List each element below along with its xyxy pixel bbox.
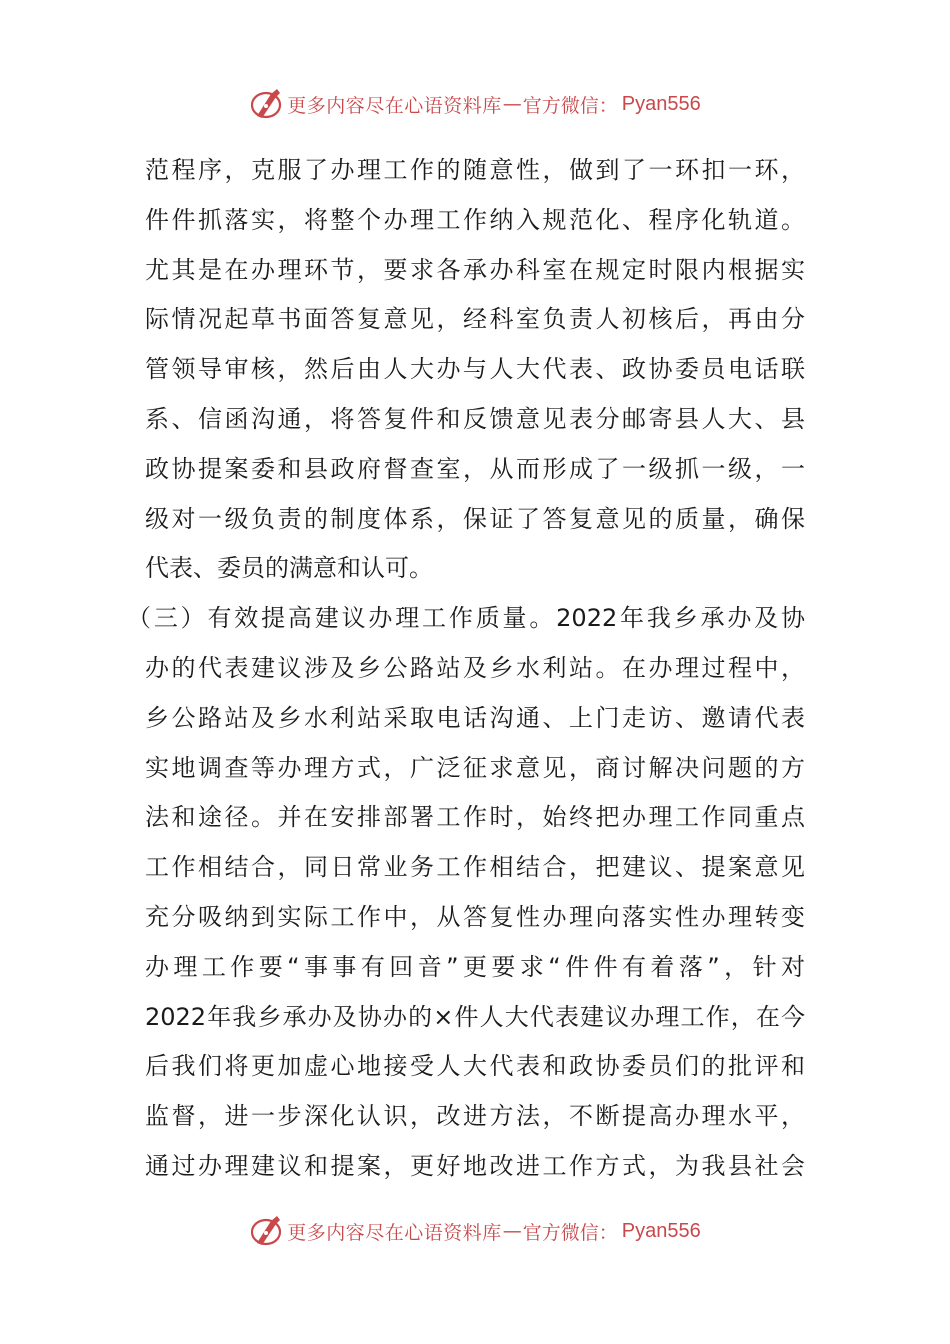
text-line: 充分吸纳到实际工作中，从答复性办理向落实性办理转变 xyxy=(145,902,805,931)
text-line: 法和途径。并在安排部署工作时，始终把办理工作同重点 xyxy=(145,803,805,832)
text-line: 工作相结合，同日常业务工作相结合，把建议、提案意见 xyxy=(145,853,805,882)
text-line: 范程序，克服了办理工作的随意性，做到了一环扣一环， xyxy=(145,156,805,184)
text-line: 际情况起草书面答复意见，经科室负责人初核后，再由分 xyxy=(145,305,805,334)
text-line: 2022年我乡承办及协办的×件人大代表建议办理工作，在今 xyxy=(145,1002,805,1031)
text-line: 管领导审核，然后由人大办与人大代表、政协委员电话联 xyxy=(145,355,805,384)
text-line: 尤其是在办理环节，要求各承办科室在规定时限内根据实 xyxy=(145,255,805,284)
footer-wechat-label: 官方微信： xyxy=(522,1221,618,1244)
footer-site-name: 更多内容尽在心语资料库 xyxy=(287,1221,502,1244)
text-line: 级对一级负责的制度体系，保证了答复意见的质量，确保 xyxy=(145,504,805,533)
text-line: 办的代表建议涉及乡公路站及乡水利站。在办理过程中， xyxy=(145,653,805,682)
text-line: 监督，进一步深化认识，改进方法，不断提高办理水平， xyxy=(145,1102,805,1131)
text-line: 通过办理建议和提案，更好地改进工作方式，为我县社会 xyxy=(145,1151,805,1180)
header-site-name: 更多内容尽在心语资料库 xyxy=(287,94,502,117)
section-heading-line: （三）有效提高建议办理工作质量。2022年我乡承办及协 xyxy=(127,604,805,633)
text-line: 实地调查等办理方式，广泛征求意见，商讨解决问题的方 xyxy=(145,753,805,782)
footer-dash: — xyxy=(502,1220,522,1242)
text-line: 办理工作要“事事有回音”更要求“件件有着落”，针对 xyxy=(145,952,805,981)
text-line: 乡公路站及乡水利站采取电话沟通、上门走访、邀请代表 xyxy=(145,703,805,732)
body-text xyxy=(127,146,805,1192)
header-banner xyxy=(0,84,950,124)
pen-nib-logo-icon xyxy=(249,86,285,122)
text-line: 件件抓落实，将整个办理工作纳入规范化、程序化轨道。 xyxy=(145,205,805,234)
header-dash: — xyxy=(502,93,522,115)
header-wechat-label: 官方微信： xyxy=(522,94,618,117)
pen-nib-logo-icon xyxy=(249,1213,285,1249)
text-line: 系、信函沟通，将答复件和反馈意见表分邮寄县人大、县 xyxy=(145,404,805,433)
footer-banner xyxy=(0,1211,950,1251)
text-line: 代表、委员的满意和认可。 xyxy=(145,554,433,583)
footer-wechat-id: Pyan556 xyxy=(621,1219,701,1242)
header-wechat-id: Pyan556 xyxy=(621,92,701,115)
text-line: 后我们将更加虚心地接受人大代表和政协委员们的批评和 xyxy=(145,1052,805,1081)
text-line: 政协提案委和县政府督查室，从而形成了一级抓一级，一 xyxy=(145,454,805,483)
